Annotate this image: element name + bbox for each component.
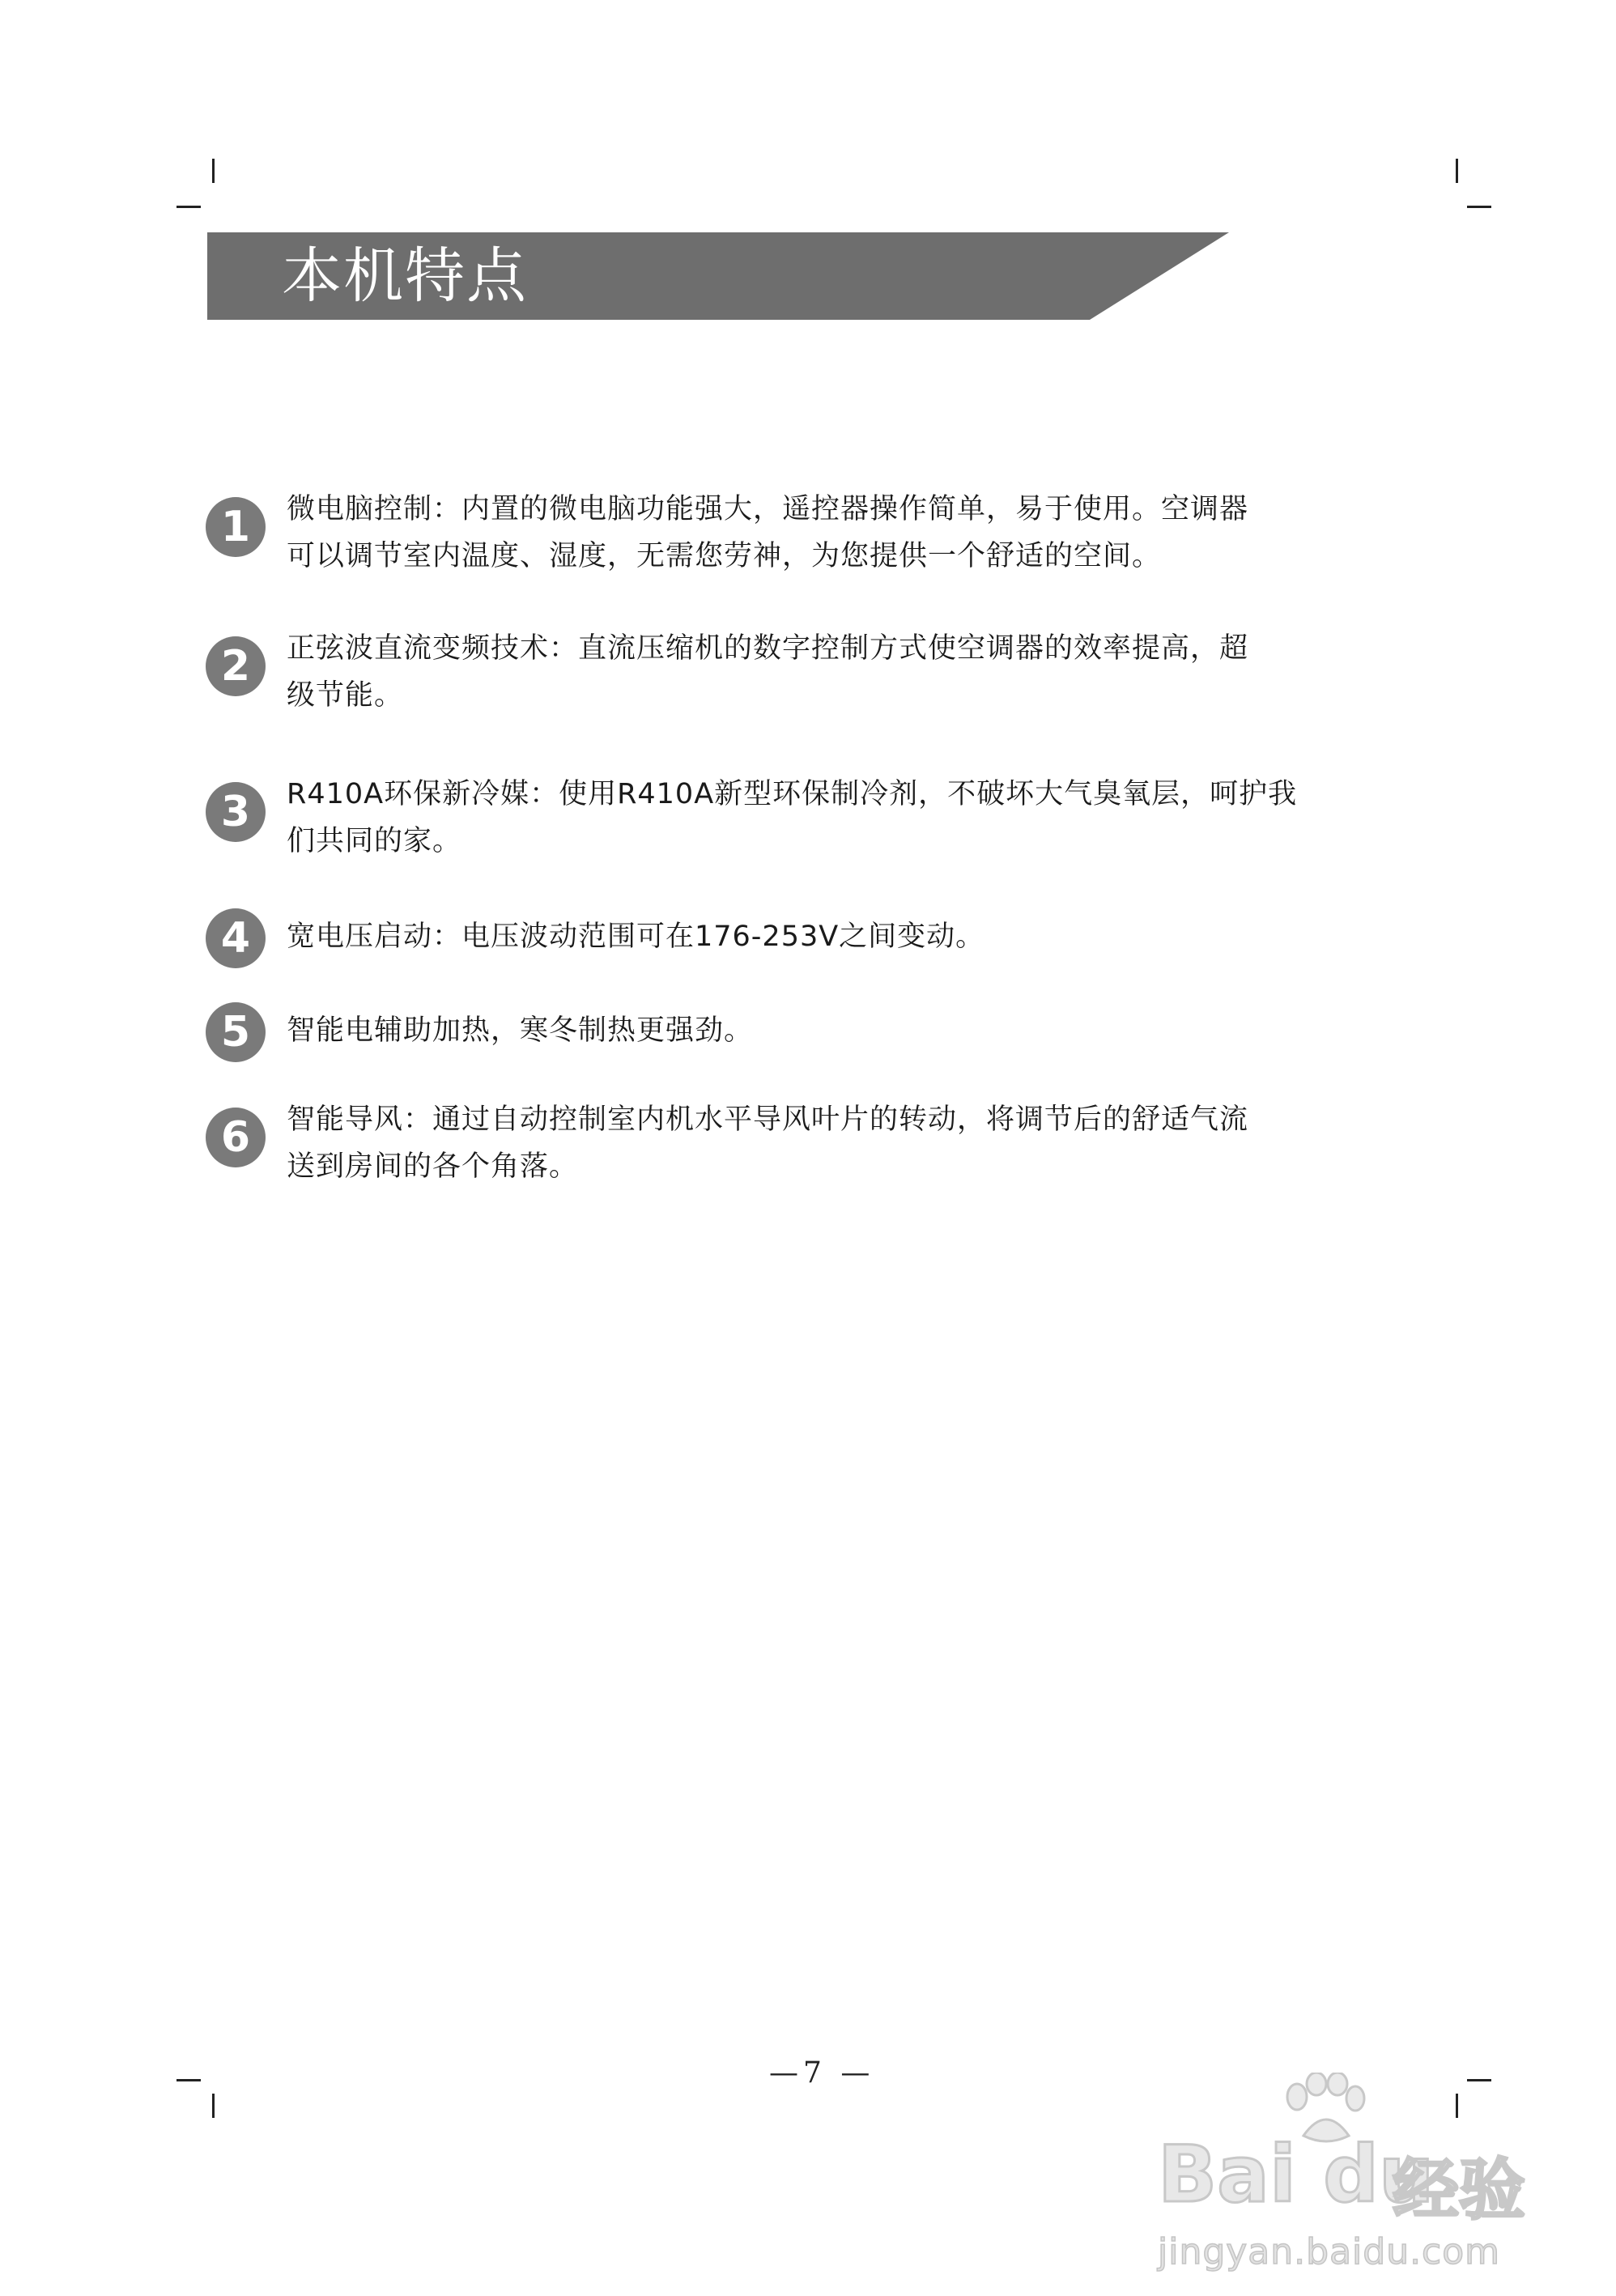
crop-mark <box>1456 159 1458 183</box>
number-badge: 6 <box>206 1108 266 1167</box>
watermark-logo-cn: 经验 <box>1393 2152 1526 2229</box>
crop-mark <box>212 159 215 183</box>
text-line: 正弦波直流变频技术：直流压缩机的数字控制方式使空调器的效率提高，超 <box>287 632 1249 665</box>
text-line: 智能导风：通过自动控制室内机水平导风叶片的转动，将调节后的舒适气流 <box>287 1103 1249 1136</box>
feature-text <box>287 771 1404 865</box>
section-banner <box>207 232 1229 320</box>
number-badge: 1 <box>206 497 266 557</box>
number-badge: 4 <box>206 908 266 968</box>
crop-mark <box>1467 206 1491 208</box>
page-title: 本机特点 <box>282 241 528 311</box>
text-line: 可以调节室内温度、湿度，无需您劳神，为您提供一个舒适的空间。 <box>287 540 1162 572</box>
text-line: 智能电辅助加热，寒冬制热更强劲。 <box>287 1014 754 1047</box>
text-line: 微电脑控制：内置的微电脑功能强大，遥控器操作简单，易于使用。空调器 <box>287 493 1249 525</box>
crop-mark <box>176 206 201 208</box>
page-number: —7 — <box>769 2056 875 2090</box>
watermark-url: jingyan.baidu.com <box>1158 2231 1501 2273</box>
watermark-logo: Bai du <box>1158 2129 1435 2220</box>
text-line: 送到房间的各个角落。 <box>287 1150 579 1183</box>
feature-text <box>287 1007 1404 1054</box>
feature-text <box>287 486 1404 580</box>
feature-text <box>287 913 1404 960</box>
baidu-watermark <box>1158 2073 1538 2273</box>
number-badge: 3 <box>206 782 266 842</box>
text-line: 宽电压启动：电压波动范围可在176-253V之间变动。 <box>287 921 985 953</box>
text-line: 们共同的家。 <box>287 825 462 857</box>
feature-text <box>287 1096 1404 1190</box>
number-badge: 5 <box>206 1002 266 1062</box>
crop-mark <box>212 2094 215 2118</box>
number-badge: 2 <box>206 636 266 696</box>
feature-text <box>287 625 1404 719</box>
text-line: 级节能。 <box>287 679 404 712</box>
crop-mark <box>176 2079 201 2081</box>
text-line: R410A环保新冷媒：使用R410A新型环保制冷剂，不破坏大气臭氧层，呵护我 <box>287 778 1298 810</box>
